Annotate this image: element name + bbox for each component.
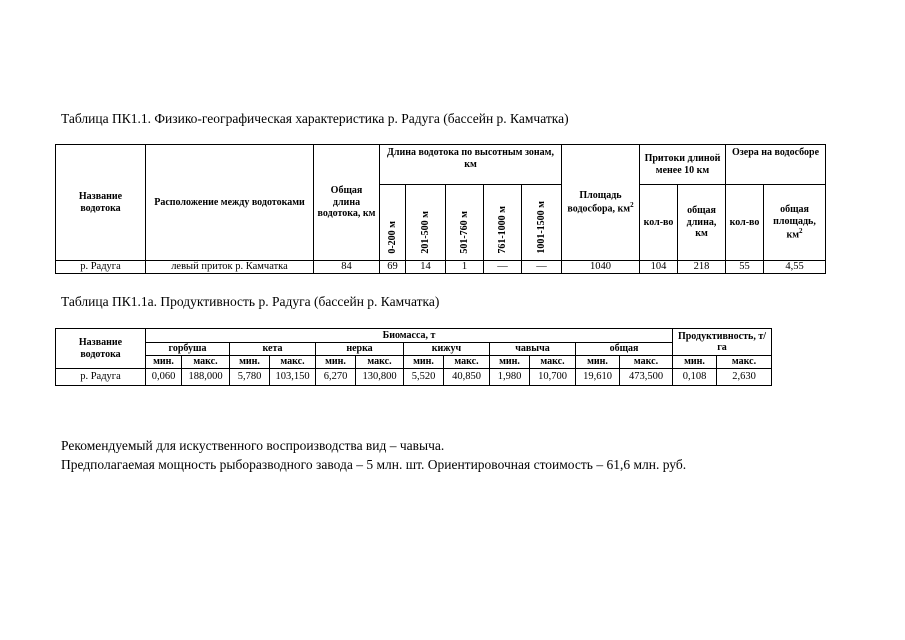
max-header: макс. [270, 356, 316, 369]
cell-value: 188,000 [182, 369, 230, 386]
species-header-0: горбуша [146, 343, 230, 356]
cell-prod-min: 0,108 [673, 369, 717, 386]
cell-prod-max: 2,630 [717, 369, 772, 386]
max-header: макс. [356, 356, 404, 369]
note-recommended-species: Рекомендуемый для искуственного воспроизводства вид – чавыча. [61, 438, 445, 453]
physgeo-table [55, 144, 826, 274]
zone-header-2: 501-760 м [446, 185, 484, 261]
cell-trib-count: 104 [640, 261, 678, 274]
max-header: макс. [717, 356, 772, 369]
table-row [56, 261, 826, 274]
species-header-3: кижуч [404, 343, 490, 356]
cell-name: р. Радуга [56, 261, 146, 274]
cell-value: 130,800 [356, 369, 404, 386]
min-header: мин. [404, 356, 444, 369]
cell-lakes-count: 55 [726, 261, 764, 274]
zone-header-4: 1001-1500 м [522, 185, 562, 261]
min-header: мин. [673, 356, 717, 369]
note-hatchery-capacity: Предполагаемая мощность рыборазводного завода – 5 млн. шт. Ориентировочная стоимость – 61,6 млн. руб. [61, 457, 687, 472]
col-tributaries-header: Притоки длиной менее 10 км [640, 145, 726, 185]
min-header: мин. [576, 356, 620, 369]
cell-value: 19,610 [576, 369, 620, 386]
cell-trib-length: 218 [678, 261, 726, 274]
max-header: макс. [620, 356, 673, 369]
species-header-5: общая [576, 343, 673, 356]
max-header: макс. [530, 356, 576, 369]
table-row [56, 369, 772, 386]
cell-zone-3: — [484, 261, 522, 274]
cell-value: 10,700 [530, 369, 576, 386]
max-header: макс. [182, 356, 230, 369]
cell-value: 1,980 [490, 369, 530, 386]
trib-length-header: общая длина, км [678, 185, 726, 261]
productivity-table [55, 328, 772, 386]
zone-header-0: 0-200 м [380, 185, 406, 261]
cell-area: 1040 [562, 261, 640, 274]
productivity-header: Продуктивность, т/га [673, 329, 772, 356]
cell-name: р. Радуга [56, 369, 146, 386]
cell-lakes-area: 4,55 [764, 261, 826, 274]
cell-value: 5,780 [230, 369, 270, 386]
cell-location: левый приток р. Камчатка [146, 261, 314, 274]
zone-header-3: 761-1000 м [484, 185, 522, 261]
min-header: мин. [316, 356, 356, 369]
table2-caption: Таблица ПК1.1а. Продуктивность р. Радуга (бассейн р. Камчатка) [61, 294, 440, 309]
cell-value: 40,850 [444, 369, 490, 386]
col-length-header: Общая длина водотока, км [314, 145, 380, 261]
cell-value: 0,060 [146, 369, 182, 386]
lakes-area-header: общая площадь, $км^2$ [764, 185, 826, 261]
col-name-header: Название водотока [56, 145, 146, 261]
trib-count-header: кол-во [640, 185, 678, 261]
col-area-header: Площадь водосбора, $км^2$ [562, 145, 640, 261]
t2-name-header: Название водотока [56, 329, 146, 369]
cell-zone-4: — [522, 261, 562, 274]
max-header: макс. [444, 356, 490, 369]
col-lakes-header: Озера на водосборе [726, 145, 826, 185]
species-header-4: чавыча [490, 343, 576, 356]
cell-value: 473,500 [620, 369, 673, 386]
cell-value: 6,270 [316, 369, 356, 386]
table1-caption: Таблица ПК1.1. Физико-географическая характеристика р. Радуга (бассейн р. Камчатка) [61, 111, 569, 126]
lakes-count-header: кол-во [726, 185, 764, 261]
min-header: мин. [146, 356, 182, 369]
cell-length: 84 [314, 261, 380, 274]
species-header-2: нерка [316, 343, 404, 356]
zone-header-1: 201-500 м [406, 185, 446, 261]
cell-zone-1: 14 [406, 261, 446, 274]
min-header: мин. [490, 356, 530, 369]
min-header: мин. [230, 356, 270, 369]
col-location-header: Расположение между водотоками [146, 145, 314, 261]
cell-zone-0: 69 [380, 261, 406, 274]
species-header-1: кета [230, 343, 316, 356]
biomass-header: Биомасса, т [146, 329, 673, 343]
col-zones-header: Длина водотока по высотным зонам, км [380, 145, 562, 185]
cell-value: 103,150 [270, 369, 316, 386]
cell-zone-2: 1 [446, 261, 484, 274]
cell-value: 5,520 [404, 369, 444, 386]
